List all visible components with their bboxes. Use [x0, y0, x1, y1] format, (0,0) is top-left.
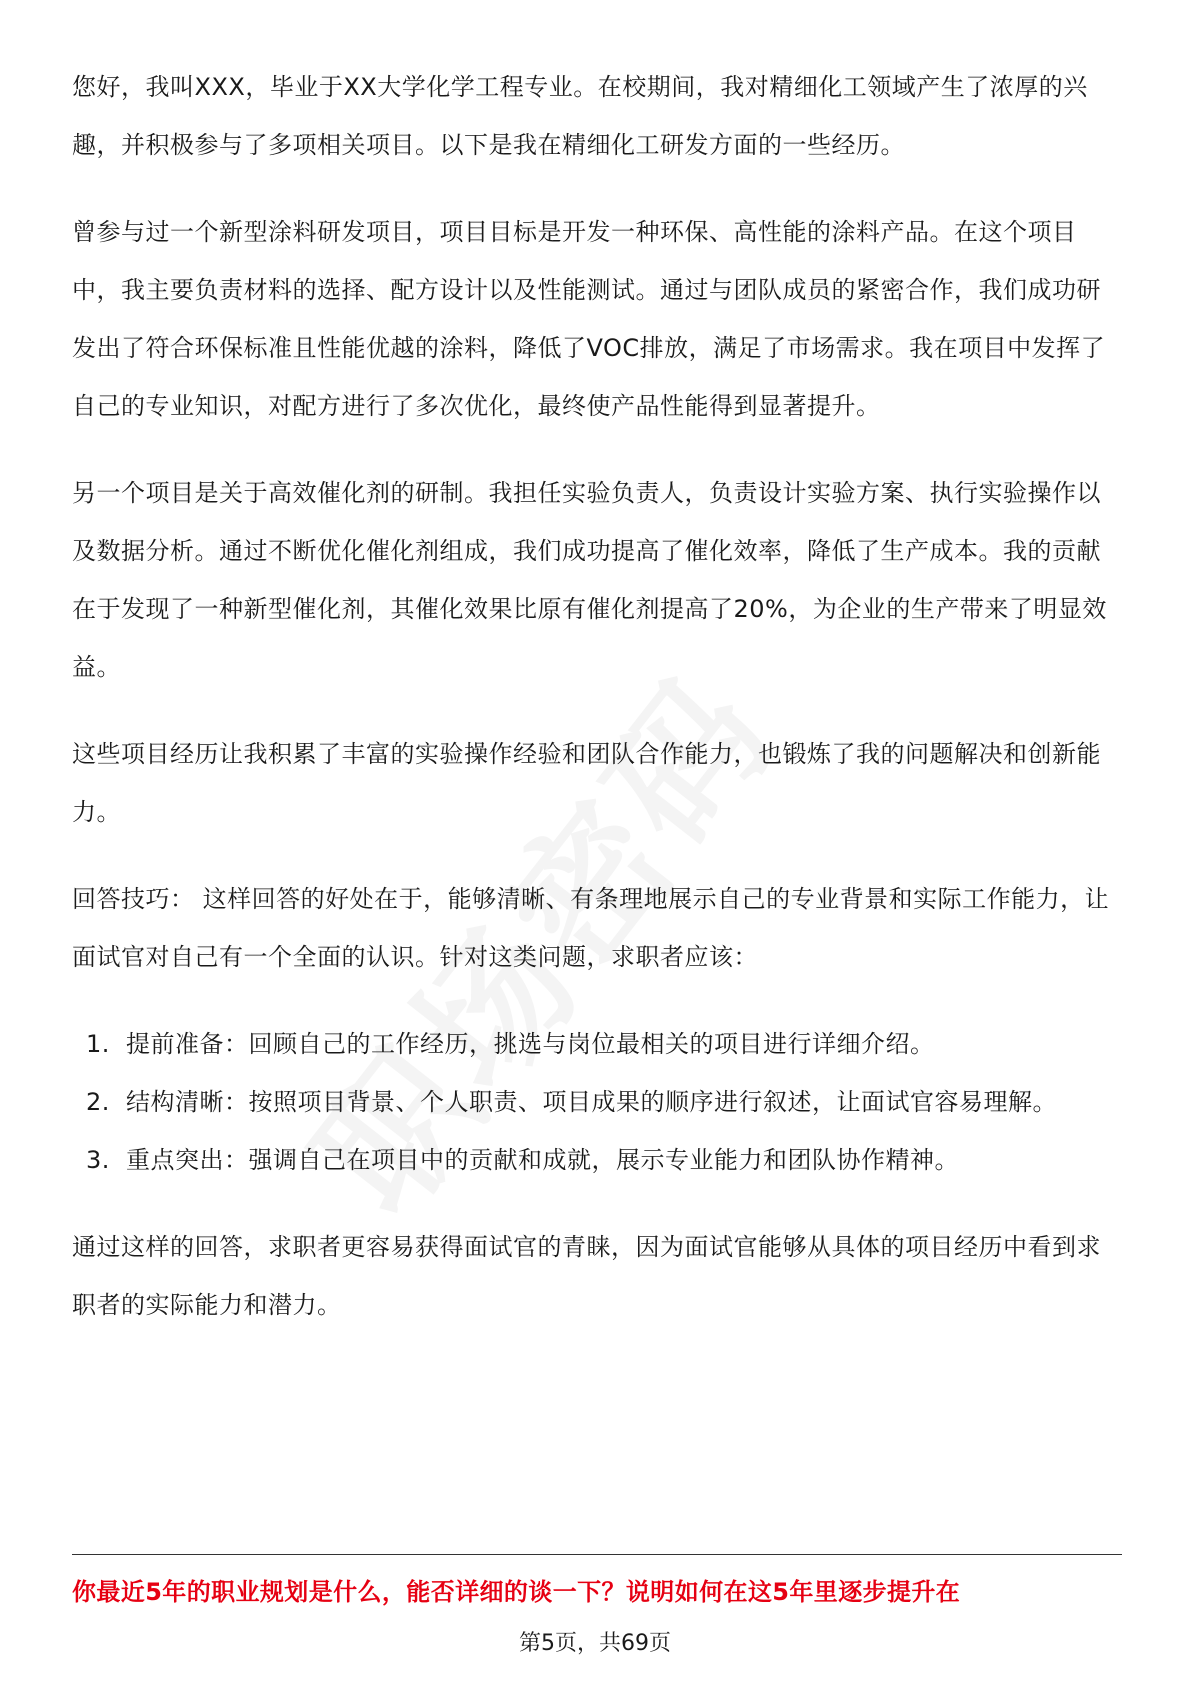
paragraph-answer-tips: 回答技巧： 这样回答的好处在于，能够清晰、有条理地展示自己的专业背景和实际工作能力，让面试官对自己有一个全面的认识。针对这类问题，求职者应该： — [72, 885, 1110, 971]
list-item — [72, 1131, 1122, 1189]
page-number-footer: 第5页，共69页 — [519, 1631, 671, 1656]
paragraph-closing: 通过这样的回答，求职者更容易获得面试官的青睐，因为面试官能够从具体的项目经历中看到求职者的实际能力和潜力。 — [72, 1233, 1101, 1319]
next-question-heading: 你最近5年的职业规划是什么，能否详细的谈一下？说明如何在这5年里逐步提升在 — [72, 1578, 961, 1606]
list-item — [72, 1073, 1122, 1131]
paragraph-intro: 您好，我叫XXX，毕业于XX大学化学工程专业。在校期间，我对精细化工领域产生了浓厚的兴趣，并积极参与了多项相关项目。以下是我在精细化工研发方面的一些经历。 — [72, 73, 1088, 159]
section-divider — [72, 1554, 1122, 1555]
answer-content — [72, 58, 1122, 1363]
list-item-text: 结构清晰：按照项目背景、个人职责、项目成果的顺序进行叙述，让面试官容易理解。 — [126, 1088, 1057, 1116]
list-item-text: 提前准备：回顾自己的工作经历，挑选与岗位最相关的项目进行详细介绍。 — [126, 1030, 935, 1058]
list-item-text: 重点突出：强调自己在项目中的贡献和成就，展示专业能力和团队协作精神。 — [126, 1146, 959, 1174]
list-item-number: 2. — [86, 1088, 110, 1116]
list-item-number: 3. — [86, 1146, 110, 1174]
list-item-number: 1. — [86, 1030, 110, 1058]
paragraph-catalyst-project: 另一个项目是关于高效催化剂的研制。我担任实验负责人，负责设计实验方案、执行实验操作以及数据分析。通过不断优化催化剂组成，我们成功提高了催化效率，降低了生产成本。我的贡献在于发现了一种新型催化剂，其催化效果比原有催化剂提高了20%，为企业的生产带来了明显效益。 — [72, 479, 1107, 681]
tips-list — [72, 1015, 1122, 1189]
list-item — [72, 1015, 1122, 1073]
paragraph-coating-project: 曾参与过一个新型涂料研发项目，项目目标是开发一种环保、高性能的涂料产品。在这个项目中，我主要负责材料的选择、配方设计以及性能测试。通过与团队成员的紧密合作，我们成功研发出了符合环保标准且性能优越的涂料，降低了VOC排放，满足了市场需求。我在项目中发挥了自己的专业知识，对配方进行了多次优化，最终使产品性能得到显著提升。 — [72, 218, 1106, 420]
paragraph-summary: 这些项目经历让我积累了丰富的实验操作经验和团队合作能力，也锻炼了我的问题解决和创新能力。 — [72, 740, 1101, 826]
